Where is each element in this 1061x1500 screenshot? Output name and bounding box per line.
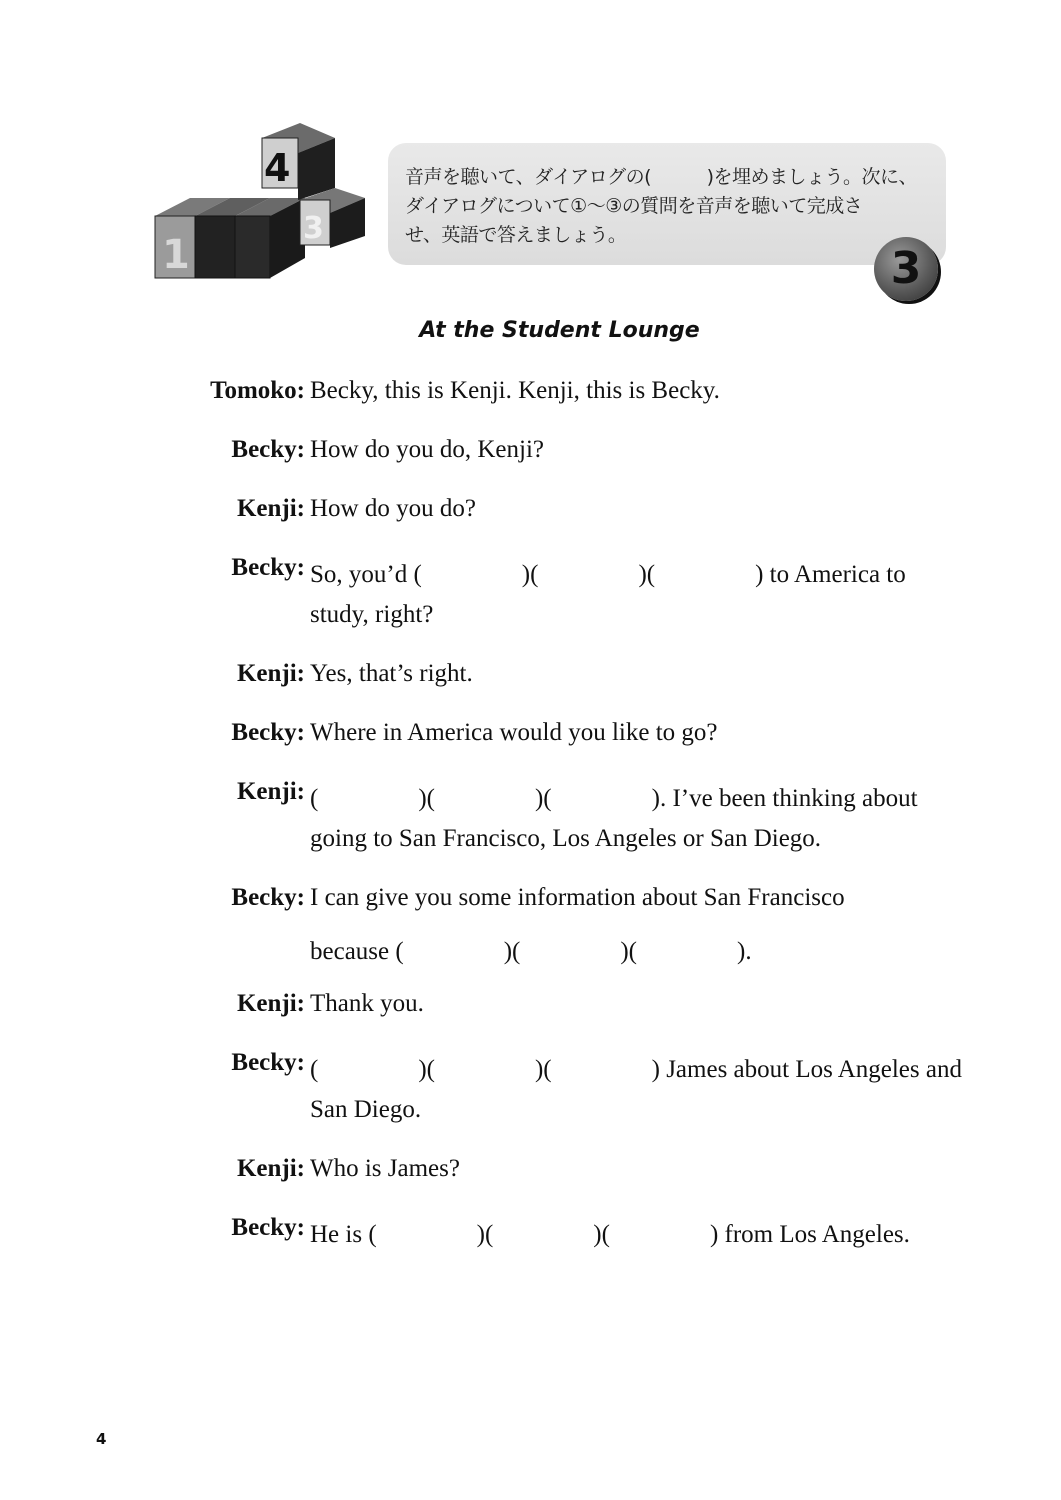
speech-text: So, you’d ( )( )( ) to America to [310,561,906,588]
instruction-line-1: 音声を聴いて、ダイアログの( )を埋めましょう。次に、 [405,166,917,188]
speaker-name: Kenji: [236,495,305,522]
speech-text: ( )( )( ). I’ve been thinking about [310,785,918,812]
speech-continuation: because ( )( )( ). [310,938,752,965]
cube-label-4: 4 [264,146,291,190]
speaker-name: Becky: [231,436,305,463]
section-number-badge [874,237,938,301]
speech-continuation: study, right? [310,601,434,628]
section-number: 3 [890,243,922,294]
speech-text: Where in America would you like to go? [310,719,718,746]
speech-text: How do you do? [310,495,476,522]
speaker-name: Becky: [231,1049,305,1076]
page-number: 4 [96,1430,107,1448]
speaker-name: Kenji: [236,1155,305,1182]
speaker-name: Tomoko: [210,377,305,404]
speech-continuation: San Diego. [310,1096,422,1123]
cube-label-1: 1 [162,232,190,278]
speech-text: Becky, this is Kenji. Kenji, this is Becky. [310,377,720,404]
speaker-name: Kenji: [236,990,305,1017]
speaker-name: Becky: [231,554,305,581]
speaker-name: Becky: [231,1214,305,1241]
speaker-name: Becky: [231,719,305,746]
speech-text: He is ( )( )( ) from Los Angeles. [310,1221,910,1248]
speech-text: How do you do, Kenji? [310,436,544,463]
instruction-text [405,163,935,250]
speech-continuation: going to San Francisco, Los Angeles or San Diego. [310,825,822,852]
instruction-line-2: ダイアログについて①～③の質問を音声を聴いて完成さ [405,195,863,217]
speaker-name: Kenji: [236,778,305,805]
cube-label-3: 3 [303,211,324,246]
dialogue-title: At the Student Lounge [419,318,700,343]
speech-text: I can give you some information about San Francisco [310,884,845,911]
instruction-line-3: せ、英語で答えましょう。 [405,224,627,246]
speaker-name: Kenji: [236,660,305,687]
speech-text: ( )( )( ) James about Los Angeles and [310,1056,962,1083]
speech-text: Yes, that’s right. [310,660,473,687]
step-cubes-illustration [150,118,380,288]
speaker-name: Becky: [231,884,305,911]
speech-text: Who is James? [310,1155,460,1182]
speech-text: Thank you. [310,990,424,1017]
